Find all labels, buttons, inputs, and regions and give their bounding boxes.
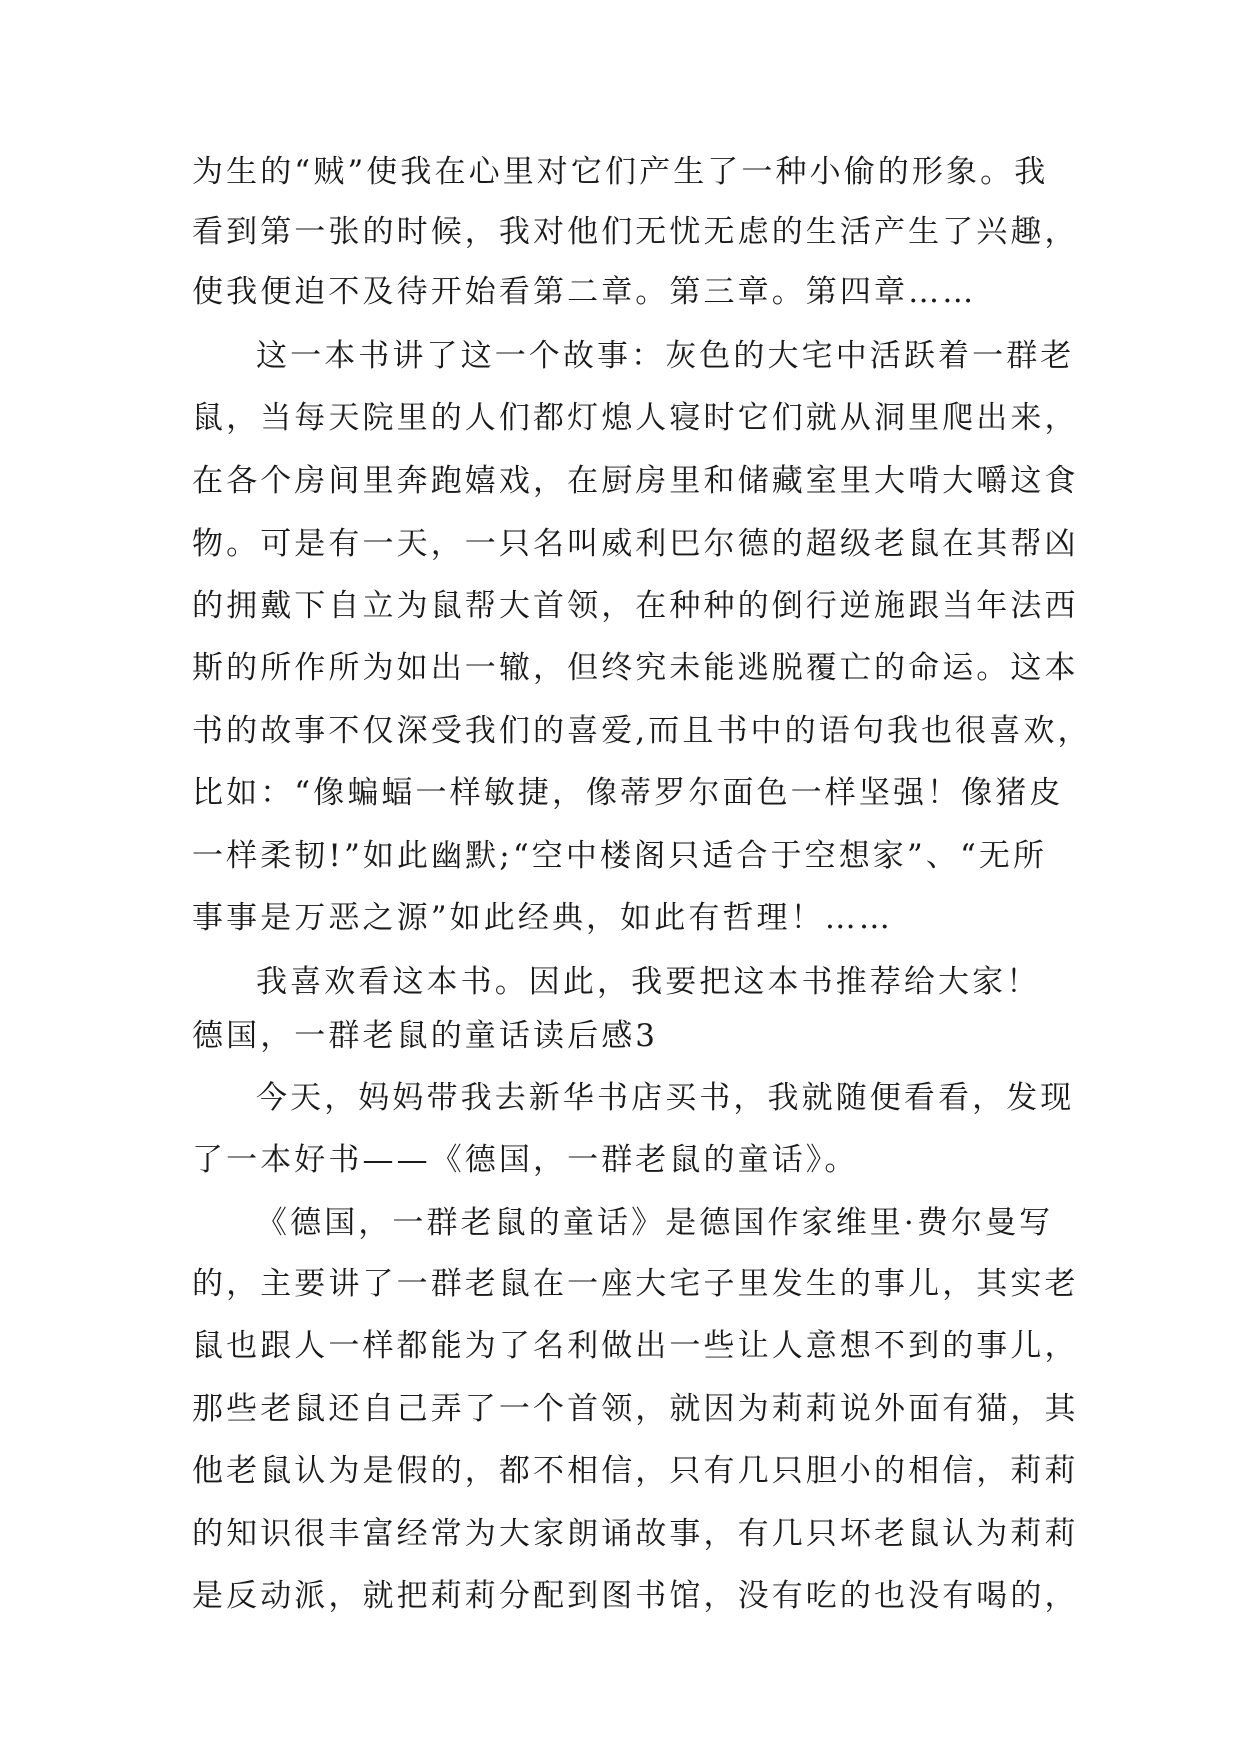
- text-line: 他老鼠认为是假的，都不相信，只有几只胆小的相信，莉莉: [192, 1453, 1079, 1489]
- text-line: 物。可是有一天，一只名叫威利巴尔德的超级老鼠在其帮凶: [192, 526, 1079, 562]
- text-line: 斯的所作所为如出一辙，但终究未能逃脱覆亡的命运。这本: [192, 650, 1079, 686]
- paragraph-first-line: 《德国，一群老鼠的童话》是德国作家维里·费尔曼写: [256, 1205, 1054, 1241]
- text-line: 鼠，当每天院里的人们都灯熄人寝时它们就从洞里爬出来，: [192, 400, 1079, 436]
- paragraph-first-line: 这一本书讲了这一个故事：灰色的大宅中活跃着一群老: [256, 338, 1075, 374]
- text-line: 在各个房间里奔跑嬉戏，在厨房里和储藏室里大啃大嚼这食: [192, 463, 1079, 499]
- text-line: 的知识很丰富经常为大家朗诵故事，有几只坏老鼠认为莉莉: [192, 1516, 1079, 1552]
- section-heading: 德国，一群老鼠的童话读后感3: [192, 1018, 659, 1054]
- text-line: 的，主要讲了一群老鼠在一座大宅子里发生的事儿，其实老: [192, 1266, 1079, 1302]
- text-line: 的拥戴下自立为鼠帮大首领，在种种的倒行逆施跟当年法西: [192, 588, 1079, 624]
- text-line: 是反动派，就把莉莉分配到图书馆，没有吃的也没有喝的，: [192, 1578, 1079, 1614]
- text-line: 事事是万恶之源”如此经典，如此有哲理！……: [192, 900, 893, 936]
- paragraph-first-line: 我喜欢看这本书。因此，我要把这本书推荐给大家！: [256, 964, 1041, 1000]
- text-line: 鼠也跟人一样都能为了名利做出一些让人意想不到的事儿，: [192, 1328, 1079, 1364]
- text-line: 看到第一张的时候，我对他们无忧无虑的生活产生了兴趣，: [192, 214, 1079, 250]
- text-line: 为生的“贼”使我在心里对它们产生了一种小偷的形象。我: [192, 154, 1049, 190]
- text-line: 比如：“像蝙蝠一样敏捷，像蒂罗尔面色一样坚强！像猪皮: [192, 775, 1064, 811]
- text-line: 一样柔韧!”如此幽默;“空中楼阁只适合于空想家”、“无所: [192, 838, 1048, 874]
- text-line: 了一本好书——《德国，一群老鼠的童话》。: [192, 1142, 859, 1178]
- text-line: 书的故事不仅深受我们的喜爱,而且书中的语句我也很喜欢，: [192, 713, 1092, 749]
- text-line: 那些老鼠还自己弄了一个首领，就因为莉莉说外面有猫，其: [192, 1391, 1079, 1427]
- text-line: 使我便迫不及待开始看第二章。第三章。第四章……: [192, 274, 977, 310]
- paragraph-first-line: 今天，妈妈带我去新华书店买书，我就随便看看，发现: [256, 1080, 1075, 1116]
